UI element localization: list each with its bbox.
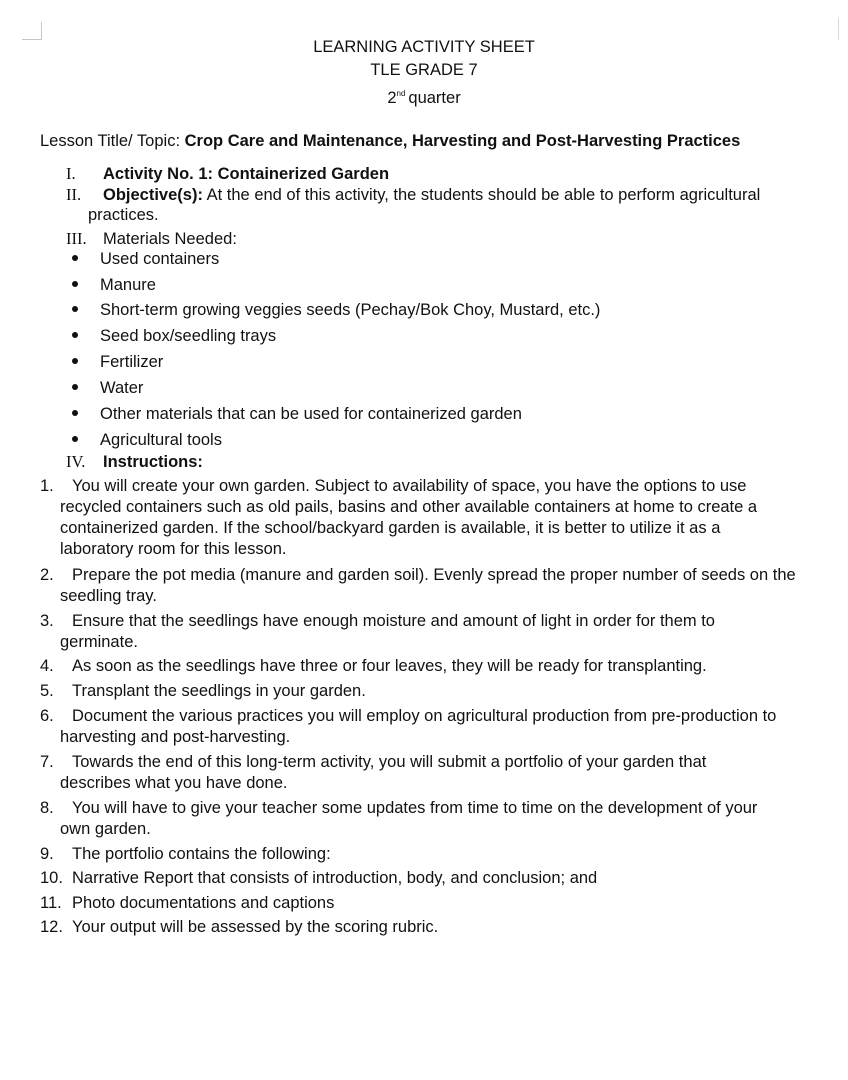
materials-label: Materials Needed:: [103, 230, 237, 248]
step-number: 5.: [40, 682, 54, 700]
step-text-continued: laboratory room for this lesson.: [60, 540, 287, 558]
step-text-continued: containerized garden. If the school/backyard garden is available, it is better to utilize it as a: [60, 519, 721, 537]
step-text-continued: germinate.: [60, 633, 138, 651]
step-text: Document the various practices you will employ on agricultural production from pre-production to: [72, 707, 777, 725]
material-item: [72, 431, 222, 450]
step-text: As soon as the seedlings have three or four leaves, they will be ready for transplanting.: [72, 657, 707, 675]
material-text: Other materials that can be used for containerized garden: [100, 405, 522, 423]
material-item: [72, 301, 600, 320]
instruction-step: [40, 869, 597, 888]
section-instructions: [66, 452, 203, 472]
section-number: II.: [66, 185, 82, 204]
quarter-number: 2: [387, 89, 397, 107]
step-text: Narrative Report that consists of introduction, body, and conclusion; and: [72, 869, 598, 887]
quarter-suffix: nd: [396, 89, 406, 98]
bullet-icon: [72, 358, 78, 364]
step-text-continued: own garden.: [60, 820, 151, 838]
bullet-icon: [72, 306, 78, 312]
material-text: Seed box/seedling trays: [100, 327, 277, 345]
material-item: [72, 327, 276, 346]
section-activity: [66, 164, 389, 184]
instruction-step: [40, 566, 796, 585]
step-number: 10.: [40, 869, 63, 887]
lesson-title: [40, 132, 740, 151]
section-materials: [66, 229, 237, 249]
step-number: 7.: [40, 753, 54, 771]
instruction-step: [40, 918, 438, 937]
step-text: Prepare the pot media (manure and garden soil). Evenly spread the proper number of seeds on the: [72, 566, 796, 584]
section-number: I.: [66, 164, 76, 183]
step-number: 3.: [40, 612, 54, 630]
lesson-label: Lesson Title/ Topic:: [40, 132, 185, 150]
step-number: 12.: [40, 918, 63, 936]
step-text-continued: seedling tray.: [60, 587, 157, 605]
quarter-word: quarter: [408, 89, 461, 107]
objective-text-continued: practices.: [88, 206, 159, 224]
bullet-icon: [72, 410, 78, 416]
page-edge-mark: [838, 18, 839, 40]
material-item: [72, 353, 163, 372]
step-text-continued: recycled containers such as old pails, basins and other available containers at home to create a: [60, 498, 758, 516]
instruction-step: [40, 612, 715, 631]
bullet-icon: [72, 332, 78, 338]
step-text: Towards the end of this long-term activity, you will submit a portfolio of your garden that: [72, 753, 707, 771]
material-text: Used containers: [100, 250, 220, 268]
step-text: Transplant the seedlings in your garden.: [72, 682, 366, 700]
material-item: [72, 250, 219, 269]
material-item: [72, 405, 522, 424]
section-number: III.: [66, 229, 87, 248]
step-number: 11.: [40, 894, 62, 912]
instruction-step: [40, 682, 366, 701]
step-number: 1.: [40, 477, 54, 495]
step-number: 4.: [40, 657, 54, 675]
section-number: IV.: [66, 452, 86, 471]
material-text: Agricultural tools: [100, 431, 222, 449]
step-number: 2.: [40, 566, 54, 584]
step-number: 8.: [40, 799, 54, 817]
instructions-label: Instructions:: [103, 453, 203, 471]
instruction-step: [40, 477, 746, 496]
step-text: You will create your own garden. Subject to availability of space, you have the options to use: [72, 477, 747, 495]
step-number: 6.: [40, 707, 54, 725]
sheet-title: LEARNING ACTIVITY SHEET: [313, 38, 535, 56]
activity-title: Activity No. 1: Containerized Garden: [103, 165, 390, 183]
step-text: Ensure that the seedlings have enough moisture and amount of light in order for them to: [72, 612, 715, 630]
step-text-continued: harvesting and post-harvesting.: [60, 728, 291, 746]
material-item: [72, 276, 156, 295]
step-text: Your output will be assessed by the scoring rubric.: [72, 918, 439, 936]
material-text: Water: [100, 379, 144, 397]
material-item: [72, 379, 143, 398]
instruction-step: [40, 707, 776, 726]
bullet-icon: [72, 281, 78, 287]
objective-text: At the end of this activity, the students should be able to perform agricultural: [202, 186, 761, 204]
objective-label: Objective(s):: [103, 186, 203, 204]
instruction-step: [40, 845, 331, 864]
grade-title: TLE GRADE 7: [370, 61, 478, 79]
bullet-icon: [72, 255, 78, 261]
material-text: Short-term growing veggies seeds (Pechay/Bok Choy, Mustard, etc.): [100, 301, 601, 319]
lesson-topic: Crop Care and Maintenance, Harvesting and Post-Harvesting Practices: [184, 132, 741, 150]
section-objective: [66, 185, 760, 205]
step-text-continued: describes what you have done.: [60, 774, 288, 792]
step-text: The portfolio contains the following:: [72, 845, 331, 863]
material-text: Fertilizer: [100, 353, 164, 371]
step-text: You will have to give your teacher some updates from time to time on the development of your: [72, 799, 758, 817]
instruction-step: [40, 657, 707, 676]
quarter-title: [0, 89, 848, 108]
instruction-step: [40, 799, 757, 818]
instruction-step: [40, 753, 706, 772]
bullet-icon: [72, 384, 78, 390]
step-text: Photo documentations and captions: [72, 894, 335, 912]
material-text: Manure: [100, 276, 156, 294]
step-number: 9.: [40, 845, 54, 863]
instruction-step: [40, 894, 334, 913]
bullet-icon: [72, 436, 78, 442]
